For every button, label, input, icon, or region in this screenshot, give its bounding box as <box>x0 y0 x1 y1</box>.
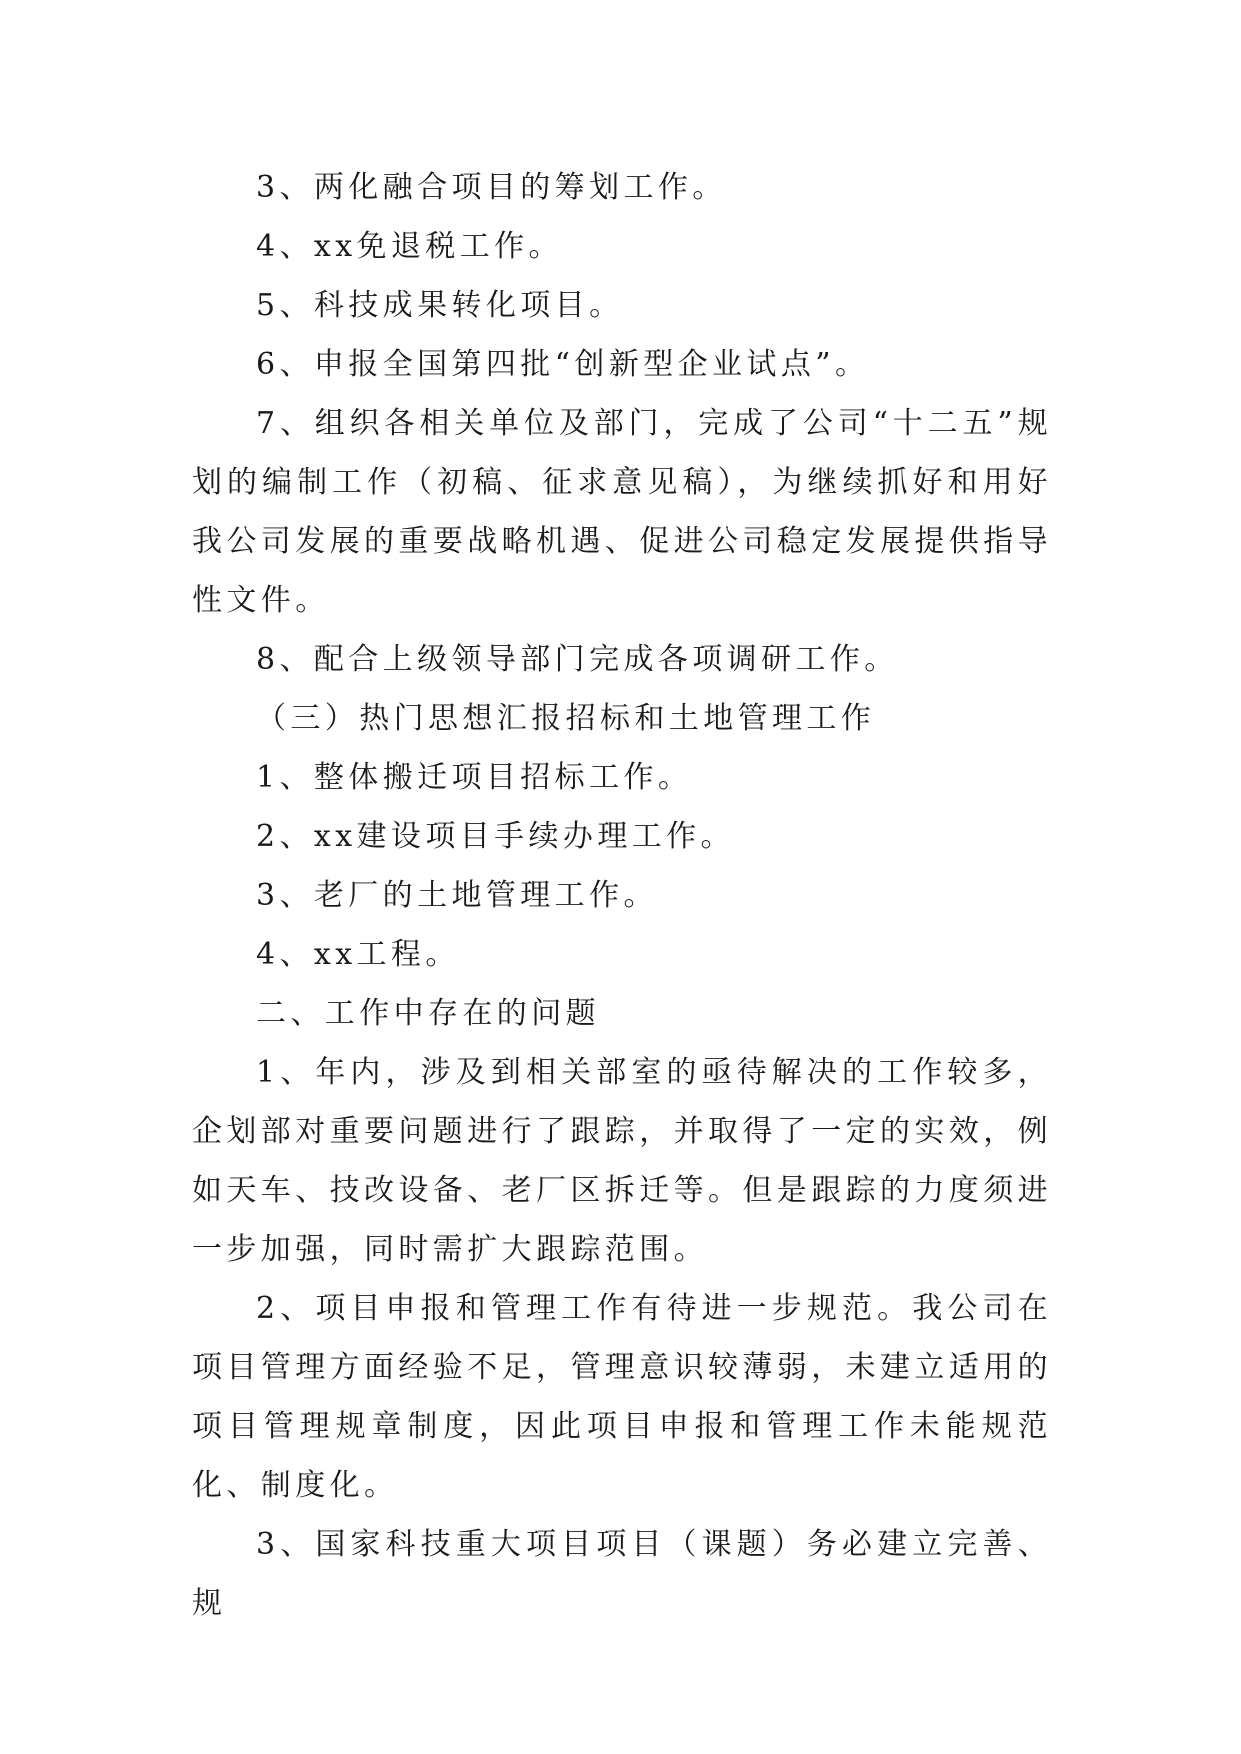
paragraph-item-4: 4、xx免退税工作。 <box>256 229 563 264</box>
paragraph-item-3: 3、两化融合项目的筹划工作。 <box>256 170 727 205</box>
section-heading-2: 二、工作中存在的问题 <box>256 996 600 1031</box>
paragraph-item-8: 8、配合上级领导部门完成各项调研工作。 <box>256 642 899 677</box>
paragraph-item-6: 6、申报全国第四批“创新型企业试点”。 <box>256 347 870 382</box>
paragraph-item-4b: 4、xx工程。 <box>256 937 460 972</box>
paragraph-item-7: 7、组织各相关单位及部门，完成了公司“十二五”规划的编制工作（初稿、征求意见稿），为继续抓好和用好我公司发展的重要战略机遇、促进公司稳定发展提供指导性文件。 <box>192 406 1052 618</box>
paragraph-item-5: 5、科技成果转化项目。 <box>256 288 624 323</box>
section-heading-3: （三）热门思想汇报招标和土地管理工作 <box>256 701 876 736</box>
paragraph-item-2: 2、xx建设项目手续办理工作。 <box>256 819 735 854</box>
paragraph-item-1: 1、整体搬迁项目招标工作。 <box>256 760 693 795</box>
document-body <box>192 158 1052 1633</box>
paragraph-item-3b: 3、老厂的土地管理工作。 <box>256 878 658 913</box>
problem-paragraph-2: 2、项目申报和管理工作有待进一步规范。我公司在项目管理方面经验不足，管理意识较薄弱，未建立适用的项目管理规章制度，因此项目申报和管理工作未能规范化、制度化。 <box>192 1291 1052 1503</box>
problem-paragraph-1: 1、年内，涉及到相关部室的亟待解决的工作较多，企划部对重要问题进行了跟踪，并取得了一定的实效，例如天车、技改设备、老厂区拆迁等。但是跟踪的力度须进一步加强，同时需扩大跟踪范围。 <box>192 1055 1052 1267</box>
problem-paragraph-3: 3、国家科技重大项目项目（课题）务必建立完善、规 <box>192 1527 1052 1621</box>
